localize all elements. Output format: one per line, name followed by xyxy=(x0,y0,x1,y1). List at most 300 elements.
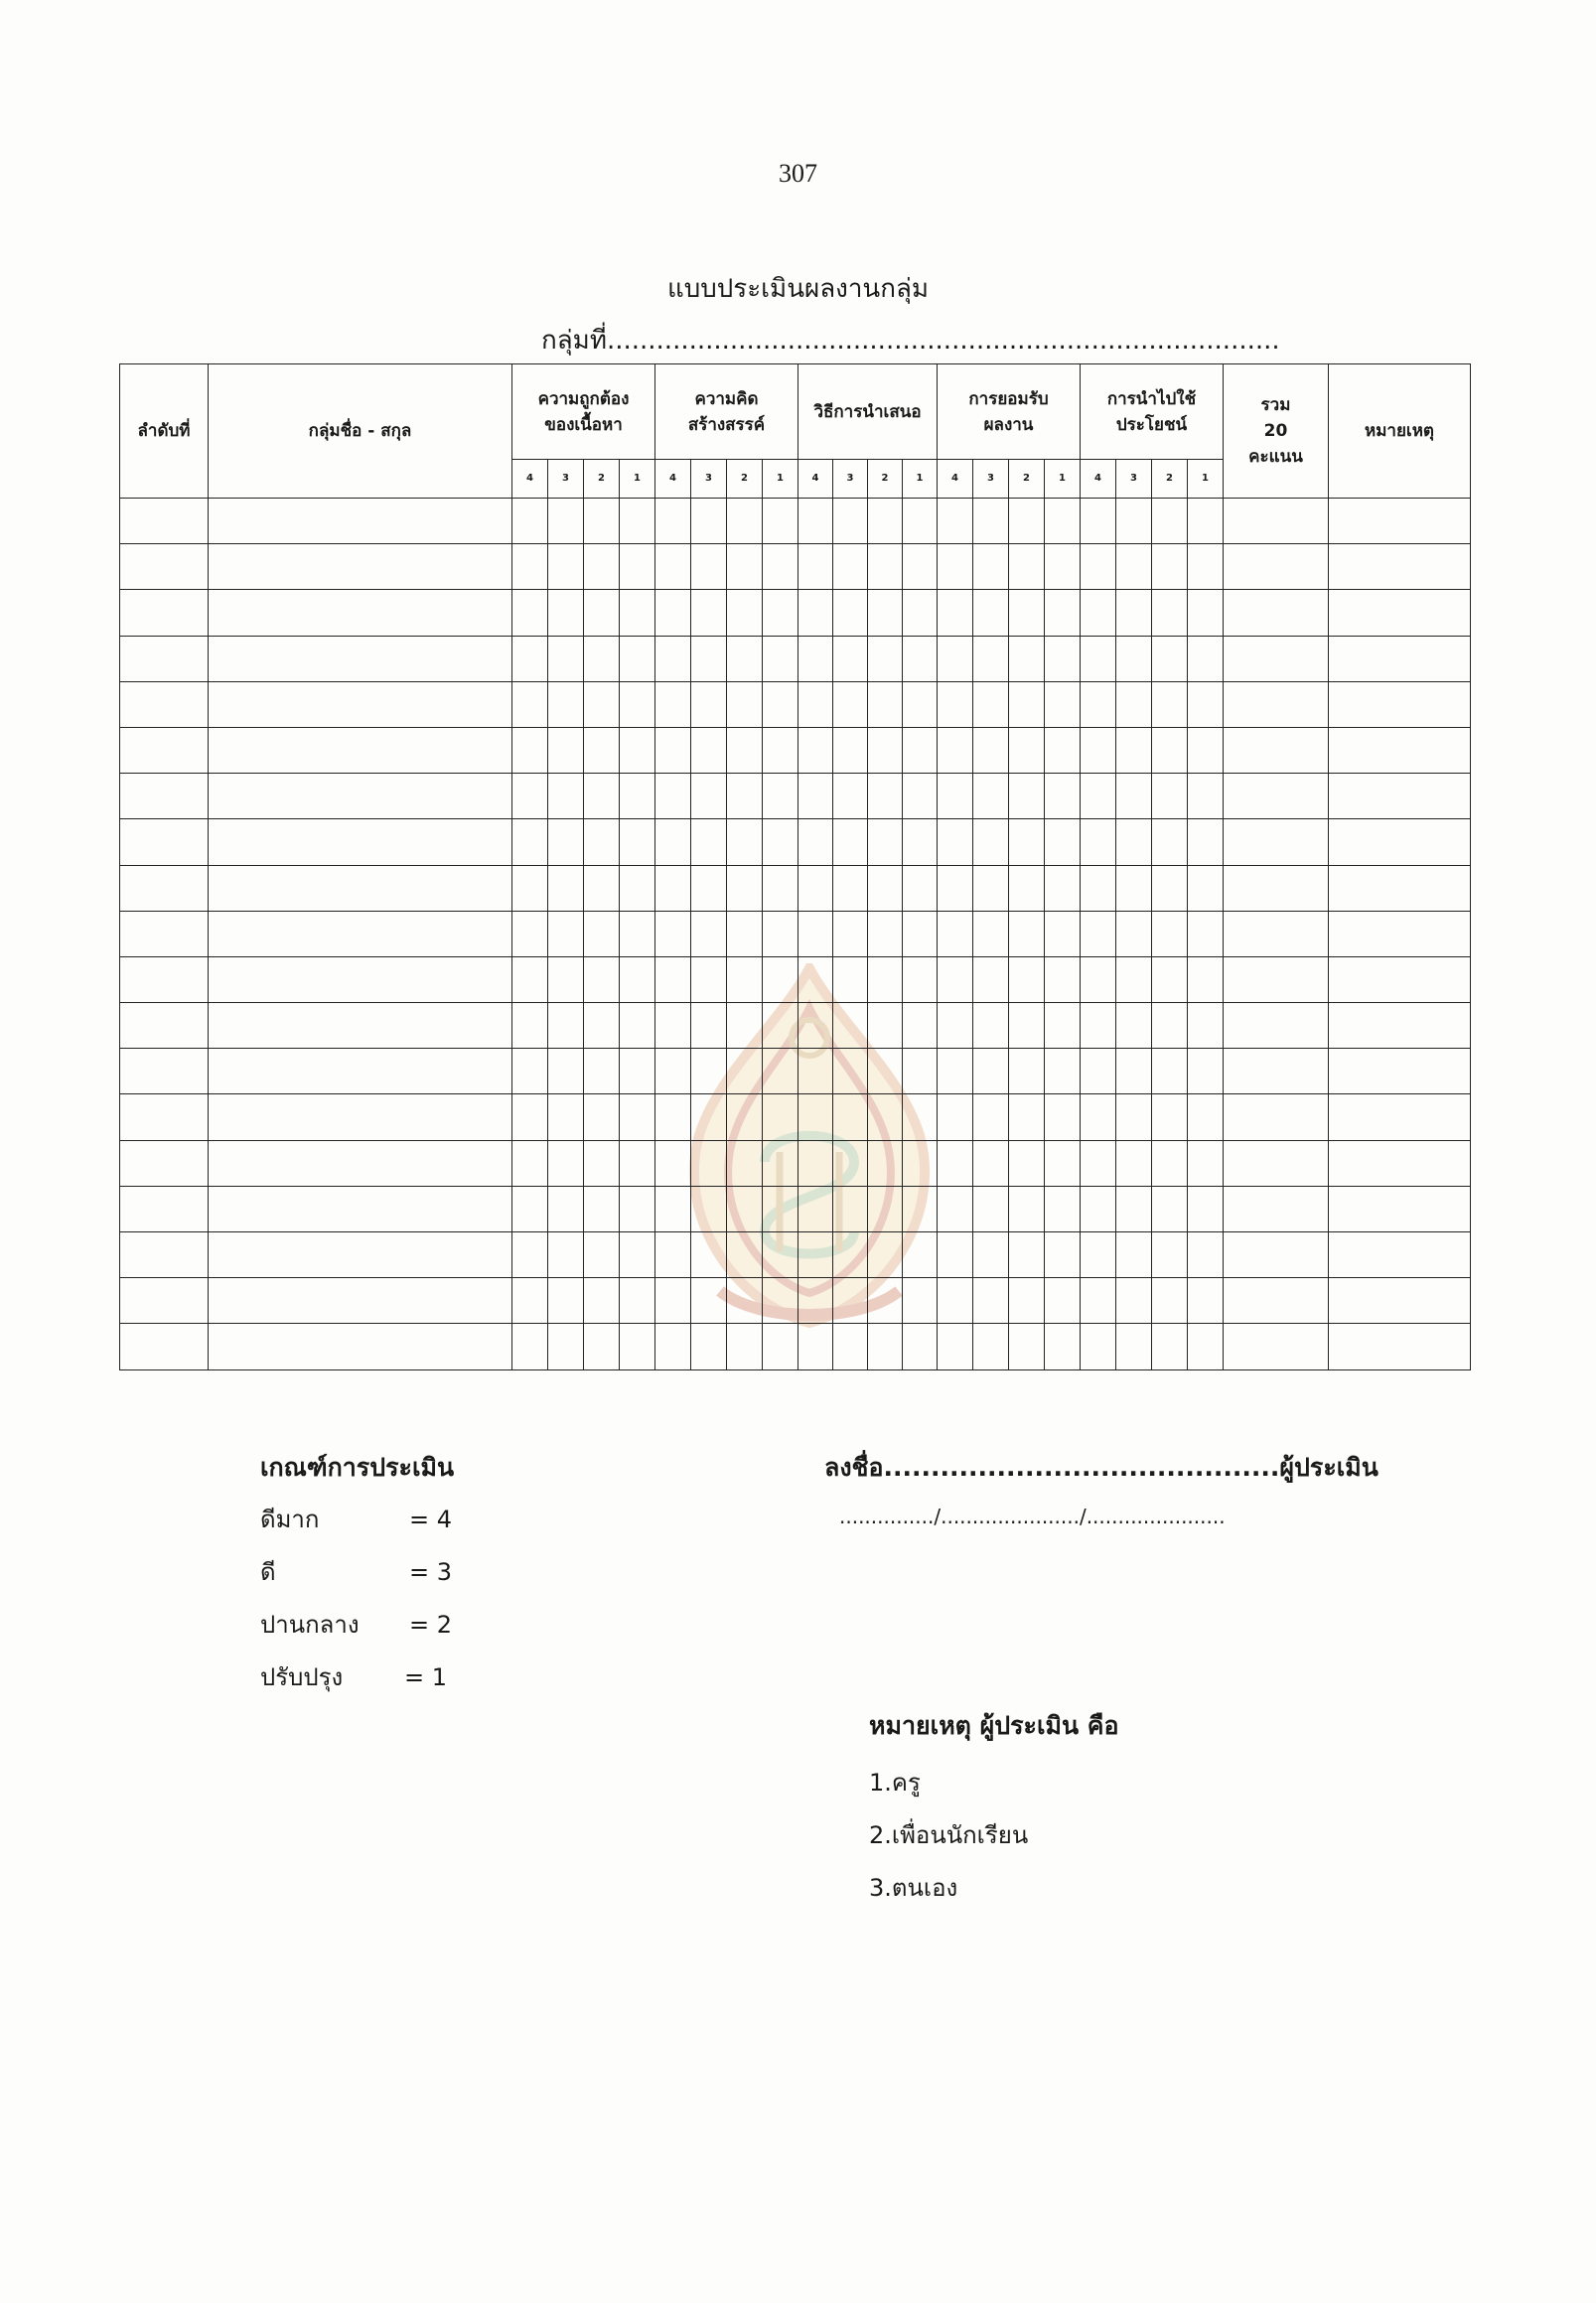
table-row xyxy=(120,911,1471,956)
table-cell xyxy=(833,499,868,544)
table-cell xyxy=(727,956,763,1002)
table-cell xyxy=(1009,1324,1045,1369)
table-cell xyxy=(763,636,798,681)
table-cell xyxy=(1009,544,1045,590)
table-cell xyxy=(833,774,868,819)
table-cell xyxy=(1152,1324,1188,1369)
score-level-header: 1 xyxy=(903,460,938,499)
table-cell xyxy=(691,681,727,727)
table-cell xyxy=(938,636,973,681)
table-cell xyxy=(1045,499,1081,544)
table-cell xyxy=(727,1140,763,1186)
table-cell xyxy=(1188,1003,1224,1049)
table-cell xyxy=(209,1003,512,1049)
table-row xyxy=(120,544,1471,590)
table-cell xyxy=(1329,590,1471,636)
table-cell xyxy=(209,636,512,681)
score-level-header: 2 xyxy=(584,460,620,499)
table-cell xyxy=(691,590,727,636)
table-cell xyxy=(798,1094,833,1140)
score-level-header: 4 xyxy=(938,460,973,499)
table-cell xyxy=(727,911,763,956)
table-cell xyxy=(691,1049,727,1094)
table-cell xyxy=(868,1049,903,1094)
table-row xyxy=(120,1049,1471,1094)
table-cell xyxy=(763,1232,798,1278)
table-cell xyxy=(798,1186,833,1231)
table-cell xyxy=(798,681,833,727)
table-cell xyxy=(1224,774,1329,819)
table-cell xyxy=(512,681,548,727)
table-cell xyxy=(833,911,868,956)
table-cell xyxy=(1045,544,1081,590)
table-row xyxy=(120,1094,1471,1140)
table-cell xyxy=(655,1049,691,1094)
table-cell xyxy=(209,1278,512,1324)
table-cell xyxy=(120,1278,209,1324)
table-row xyxy=(120,590,1471,636)
table-cell xyxy=(1045,727,1081,773)
table-cell xyxy=(1329,499,1471,544)
table-cell xyxy=(584,499,620,544)
table-cell xyxy=(1009,774,1045,819)
table-cell xyxy=(1329,819,1471,865)
table-cell xyxy=(833,1094,868,1140)
table-cell xyxy=(973,1278,1009,1324)
table-cell xyxy=(548,774,584,819)
table-cell xyxy=(1045,1232,1081,1278)
table-cell xyxy=(973,1232,1009,1278)
table-cell xyxy=(1009,911,1045,956)
table-cell xyxy=(833,1232,868,1278)
table-cell xyxy=(1152,681,1188,727)
table-cell xyxy=(1081,774,1116,819)
table-cell xyxy=(727,774,763,819)
header-criterion-5: การนำไปใช้ ประโยชน์ xyxy=(1081,364,1224,460)
table-cell xyxy=(1152,590,1188,636)
table-cell xyxy=(1045,636,1081,681)
table-cell xyxy=(209,681,512,727)
table-cell xyxy=(938,1140,973,1186)
table-cell xyxy=(973,956,1009,1002)
table-cell xyxy=(1045,1324,1081,1369)
table-cell xyxy=(938,865,973,911)
table-cell xyxy=(1329,1003,1471,1049)
table-row xyxy=(120,1324,1471,1369)
table-cell xyxy=(1045,681,1081,727)
table-cell xyxy=(868,819,903,865)
score-level-header: 2 xyxy=(727,460,763,499)
table-cell xyxy=(1081,1186,1116,1231)
table-cell xyxy=(548,865,584,911)
header-criterion-2: ความคิด สร้างสรรค์ xyxy=(655,364,798,460)
table-cell xyxy=(120,774,209,819)
table-cell xyxy=(1224,819,1329,865)
table-cell xyxy=(1329,1324,1471,1369)
table-cell xyxy=(868,544,903,590)
table-cell xyxy=(938,1232,973,1278)
table-cell xyxy=(1329,544,1471,590)
table-cell xyxy=(584,1049,620,1094)
table-cell xyxy=(973,544,1009,590)
table-cell xyxy=(1116,1140,1152,1186)
table-cell xyxy=(1152,1094,1188,1140)
table-cell xyxy=(1188,1324,1224,1369)
score-level-header: 2 xyxy=(1152,460,1188,499)
table-cell xyxy=(1116,911,1152,956)
table-cell xyxy=(798,544,833,590)
table-cell xyxy=(973,499,1009,544)
table-cell xyxy=(1188,681,1224,727)
table-cell xyxy=(903,681,938,727)
table-cell xyxy=(1116,1094,1152,1140)
table-cell xyxy=(868,1140,903,1186)
table-cell xyxy=(691,956,727,1002)
table-cell xyxy=(512,1094,548,1140)
table-row xyxy=(120,1278,1471,1324)
table-cell xyxy=(1224,636,1329,681)
table-cell xyxy=(798,911,833,956)
table-cell xyxy=(691,544,727,590)
table-cell xyxy=(1116,1003,1152,1049)
group-number-line: กลุ่มที่.................................................................................. xyxy=(541,326,1280,356)
header-seq: ลำดับที่ xyxy=(120,364,209,499)
table-cell xyxy=(973,1003,1009,1049)
table-cell xyxy=(584,865,620,911)
table-cell xyxy=(1009,1232,1045,1278)
table-cell xyxy=(833,1003,868,1049)
table-cell xyxy=(833,956,868,1002)
table-row xyxy=(120,681,1471,727)
table-cell xyxy=(833,636,868,681)
criteria-item: ดี = 3 xyxy=(260,1558,453,1586)
table-cell xyxy=(727,819,763,865)
table-cell xyxy=(655,1232,691,1278)
note-title: หมายเหตุ ผู้ประเมิน คือ xyxy=(869,1711,1119,1740)
table-cell xyxy=(763,1003,798,1049)
table-cell xyxy=(833,1186,868,1231)
table-cell xyxy=(548,911,584,956)
table-cell xyxy=(512,865,548,911)
table-cell xyxy=(548,1094,584,1140)
table-cell xyxy=(938,956,973,1002)
table-cell xyxy=(727,681,763,727)
table-cell xyxy=(512,1049,548,1094)
table-cell xyxy=(798,727,833,773)
table-cell xyxy=(120,681,209,727)
table-cell xyxy=(655,636,691,681)
table-cell xyxy=(620,956,655,1002)
table-cell xyxy=(973,1140,1009,1186)
table-cell xyxy=(1329,1186,1471,1231)
table-cell xyxy=(655,681,691,727)
table-cell xyxy=(691,865,727,911)
table-cell xyxy=(1045,956,1081,1002)
table-cell xyxy=(512,590,548,636)
table-cell xyxy=(798,1003,833,1049)
table-cell xyxy=(903,865,938,911)
table-cell xyxy=(1152,819,1188,865)
table-cell xyxy=(938,727,973,773)
table-cell xyxy=(868,1003,903,1049)
table-cell xyxy=(763,911,798,956)
table-cell xyxy=(1188,544,1224,590)
table-cell xyxy=(727,636,763,681)
table-cell xyxy=(973,774,1009,819)
header-criterion-1: ความถูกต้อง ของเนื้อหา xyxy=(512,364,655,460)
table-cell xyxy=(655,1278,691,1324)
table-cell xyxy=(1009,956,1045,1002)
table-cell xyxy=(763,1278,798,1324)
table-cell xyxy=(727,865,763,911)
table-cell xyxy=(938,774,973,819)
table-cell xyxy=(512,499,548,544)
table-cell xyxy=(620,727,655,773)
table-cell xyxy=(763,1324,798,1369)
criteria-item: ปรับปรุง = 1 xyxy=(260,1663,448,1691)
table-cell xyxy=(512,636,548,681)
table-cell xyxy=(1009,865,1045,911)
table-cell xyxy=(1045,1003,1081,1049)
table-cell xyxy=(584,1003,620,1049)
table-cell xyxy=(691,1003,727,1049)
table-row xyxy=(120,774,1471,819)
table-cell xyxy=(1045,1186,1081,1231)
table-cell xyxy=(1152,1049,1188,1094)
table-cell xyxy=(512,1232,548,1278)
table-cell xyxy=(620,590,655,636)
table-cell xyxy=(120,636,209,681)
table-cell xyxy=(209,819,512,865)
table-cell xyxy=(1224,865,1329,911)
table-cell xyxy=(120,1232,209,1278)
table-cell xyxy=(512,1140,548,1186)
table-cell xyxy=(120,1049,209,1094)
table-cell xyxy=(1188,1232,1224,1278)
table-cell xyxy=(584,1278,620,1324)
table-cell xyxy=(120,1094,209,1140)
table-cell xyxy=(512,1003,548,1049)
table-cell xyxy=(1116,819,1152,865)
table-cell xyxy=(1188,590,1224,636)
table-cell xyxy=(1081,1324,1116,1369)
table-cell xyxy=(973,911,1009,956)
table-cell xyxy=(120,727,209,773)
table-cell xyxy=(620,544,655,590)
score-level-header: 3 xyxy=(691,460,727,499)
table-cell xyxy=(903,1003,938,1049)
table-cell xyxy=(120,1003,209,1049)
table-cell xyxy=(763,819,798,865)
header-total: รวม 20 คะแนน xyxy=(1224,364,1329,499)
table-cell xyxy=(938,544,973,590)
table-cell xyxy=(763,727,798,773)
table-cell xyxy=(584,956,620,1002)
table-cell xyxy=(512,1186,548,1231)
table-row xyxy=(120,1003,1471,1049)
table-cell xyxy=(798,1140,833,1186)
table-cell xyxy=(691,499,727,544)
table-cell xyxy=(691,819,727,865)
table-cell xyxy=(584,911,620,956)
table-cell xyxy=(584,727,620,773)
table-cell xyxy=(209,727,512,773)
table-cell xyxy=(1009,681,1045,727)
page-number: 307 xyxy=(779,159,817,188)
table-cell xyxy=(548,1186,584,1231)
table-cell xyxy=(548,819,584,865)
table-cell xyxy=(727,590,763,636)
table-row xyxy=(120,956,1471,1002)
table-cell xyxy=(548,956,584,1002)
table-cell xyxy=(1009,1094,1045,1140)
table-cell xyxy=(973,681,1009,727)
table-cell xyxy=(1116,544,1152,590)
table-cell xyxy=(798,865,833,911)
table-cell xyxy=(833,544,868,590)
table-cell xyxy=(868,636,903,681)
table-cell xyxy=(1116,1049,1152,1094)
table-cell xyxy=(691,1232,727,1278)
table-cell xyxy=(1329,1140,1471,1186)
table-cell xyxy=(1329,1232,1471,1278)
table-cell xyxy=(727,499,763,544)
table-cell xyxy=(868,1324,903,1369)
table-cell xyxy=(548,1278,584,1324)
table-cell xyxy=(868,1278,903,1324)
table-cell xyxy=(833,1140,868,1186)
table-cell xyxy=(1116,499,1152,544)
table-cell xyxy=(691,1324,727,1369)
table-cell xyxy=(1224,544,1329,590)
table-cell xyxy=(1188,1278,1224,1324)
table-cell xyxy=(691,911,727,956)
table-cell xyxy=(938,681,973,727)
table-cell xyxy=(1152,956,1188,1002)
table-cell xyxy=(620,865,655,911)
table-cell xyxy=(868,1232,903,1278)
date-line: .............../....................../...................... xyxy=(839,1505,1226,1528)
table-cell xyxy=(973,865,1009,911)
table-cell xyxy=(763,590,798,636)
table-cell xyxy=(833,681,868,727)
table-cell xyxy=(868,1094,903,1140)
table-cell xyxy=(512,819,548,865)
table-cell xyxy=(209,1140,512,1186)
table-cell xyxy=(973,727,1009,773)
table-cell xyxy=(1081,865,1116,911)
table-cell xyxy=(548,1049,584,1094)
score-level-header: 3 xyxy=(1116,460,1152,499)
table-cell xyxy=(1009,499,1045,544)
table-cell xyxy=(1116,727,1152,773)
table-cell xyxy=(727,1003,763,1049)
score-level-header: 2 xyxy=(868,460,903,499)
table-cell xyxy=(1009,1049,1045,1094)
table-cell xyxy=(798,956,833,1002)
table-cell xyxy=(620,1049,655,1094)
table-cell xyxy=(1188,865,1224,911)
table-cell xyxy=(620,1186,655,1231)
table-cell xyxy=(1152,1140,1188,1186)
table-cell xyxy=(1329,1094,1471,1140)
note-item: 1.ครู xyxy=(869,1769,921,1797)
document-title: แบบประเมินผลงานกลุ่ม xyxy=(666,274,930,304)
table-cell xyxy=(973,636,1009,681)
evaluation-table xyxy=(119,363,1471,1370)
table-cell xyxy=(903,819,938,865)
table-cell xyxy=(903,499,938,544)
table-cell xyxy=(1081,681,1116,727)
table-cell xyxy=(973,819,1009,865)
table-cell xyxy=(938,1094,973,1140)
table-cell xyxy=(1009,1186,1045,1231)
score-level-header: 1 xyxy=(1045,460,1081,499)
table-cell xyxy=(798,1278,833,1324)
table-cell xyxy=(120,956,209,1002)
header-name: กลุ่มชื่อ - สกุล xyxy=(209,364,512,499)
table-cell xyxy=(1009,636,1045,681)
table-cell xyxy=(584,636,620,681)
table-cell xyxy=(763,774,798,819)
signature-line: ลงชื่อ..........................................ผู้ประเมิน xyxy=(824,1453,1378,1482)
table-cell xyxy=(727,1278,763,1324)
table-cell xyxy=(1045,1094,1081,1140)
table-cell xyxy=(620,636,655,681)
table-cell xyxy=(1152,544,1188,590)
table-cell xyxy=(655,727,691,773)
table-cell xyxy=(1116,681,1152,727)
table-cell xyxy=(1224,1094,1329,1140)
header-criterion-3: วิธีการนำเสนอ xyxy=(798,364,938,460)
table-cell xyxy=(1152,774,1188,819)
table-cell xyxy=(868,499,903,544)
table-cell xyxy=(620,499,655,544)
table-cell xyxy=(763,1186,798,1231)
table-cell xyxy=(620,774,655,819)
score-level-header: 3 xyxy=(833,460,868,499)
table-cell xyxy=(1116,636,1152,681)
table-row xyxy=(120,499,1471,544)
score-level-header: 3 xyxy=(973,460,1009,499)
table-cell xyxy=(1081,499,1116,544)
table-cell xyxy=(209,1232,512,1278)
score-level-header: 3 xyxy=(548,460,584,499)
table-cell xyxy=(833,865,868,911)
table-cell xyxy=(548,1232,584,1278)
table-cell xyxy=(798,1324,833,1369)
table-cell xyxy=(120,544,209,590)
table-cell xyxy=(973,590,1009,636)
table-cell xyxy=(1081,1232,1116,1278)
table-cell xyxy=(655,590,691,636)
table-cell xyxy=(938,499,973,544)
table-cell xyxy=(620,1278,655,1324)
table-cell xyxy=(1116,956,1152,1002)
table-row xyxy=(120,1140,1471,1186)
table-cell xyxy=(655,956,691,1002)
table-cell xyxy=(655,1140,691,1186)
table-cell xyxy=(691,774,727,819)
table-cell xyxy=(1188,1049,1224,1094)
table-cell xyxy=(903,1186,938,1231)
table-cell xyxy=(938,911,973,956)
table-cell xyxy=(120,1324,209,1369)
table-cell xyxy=(973,1186,1009,1231)
table-cell xyxy=(1116,774,1152,819)
table-cell xyxy=(584,774,620,819)
table-cell xyxy=(1188,1094,1224,1140)
